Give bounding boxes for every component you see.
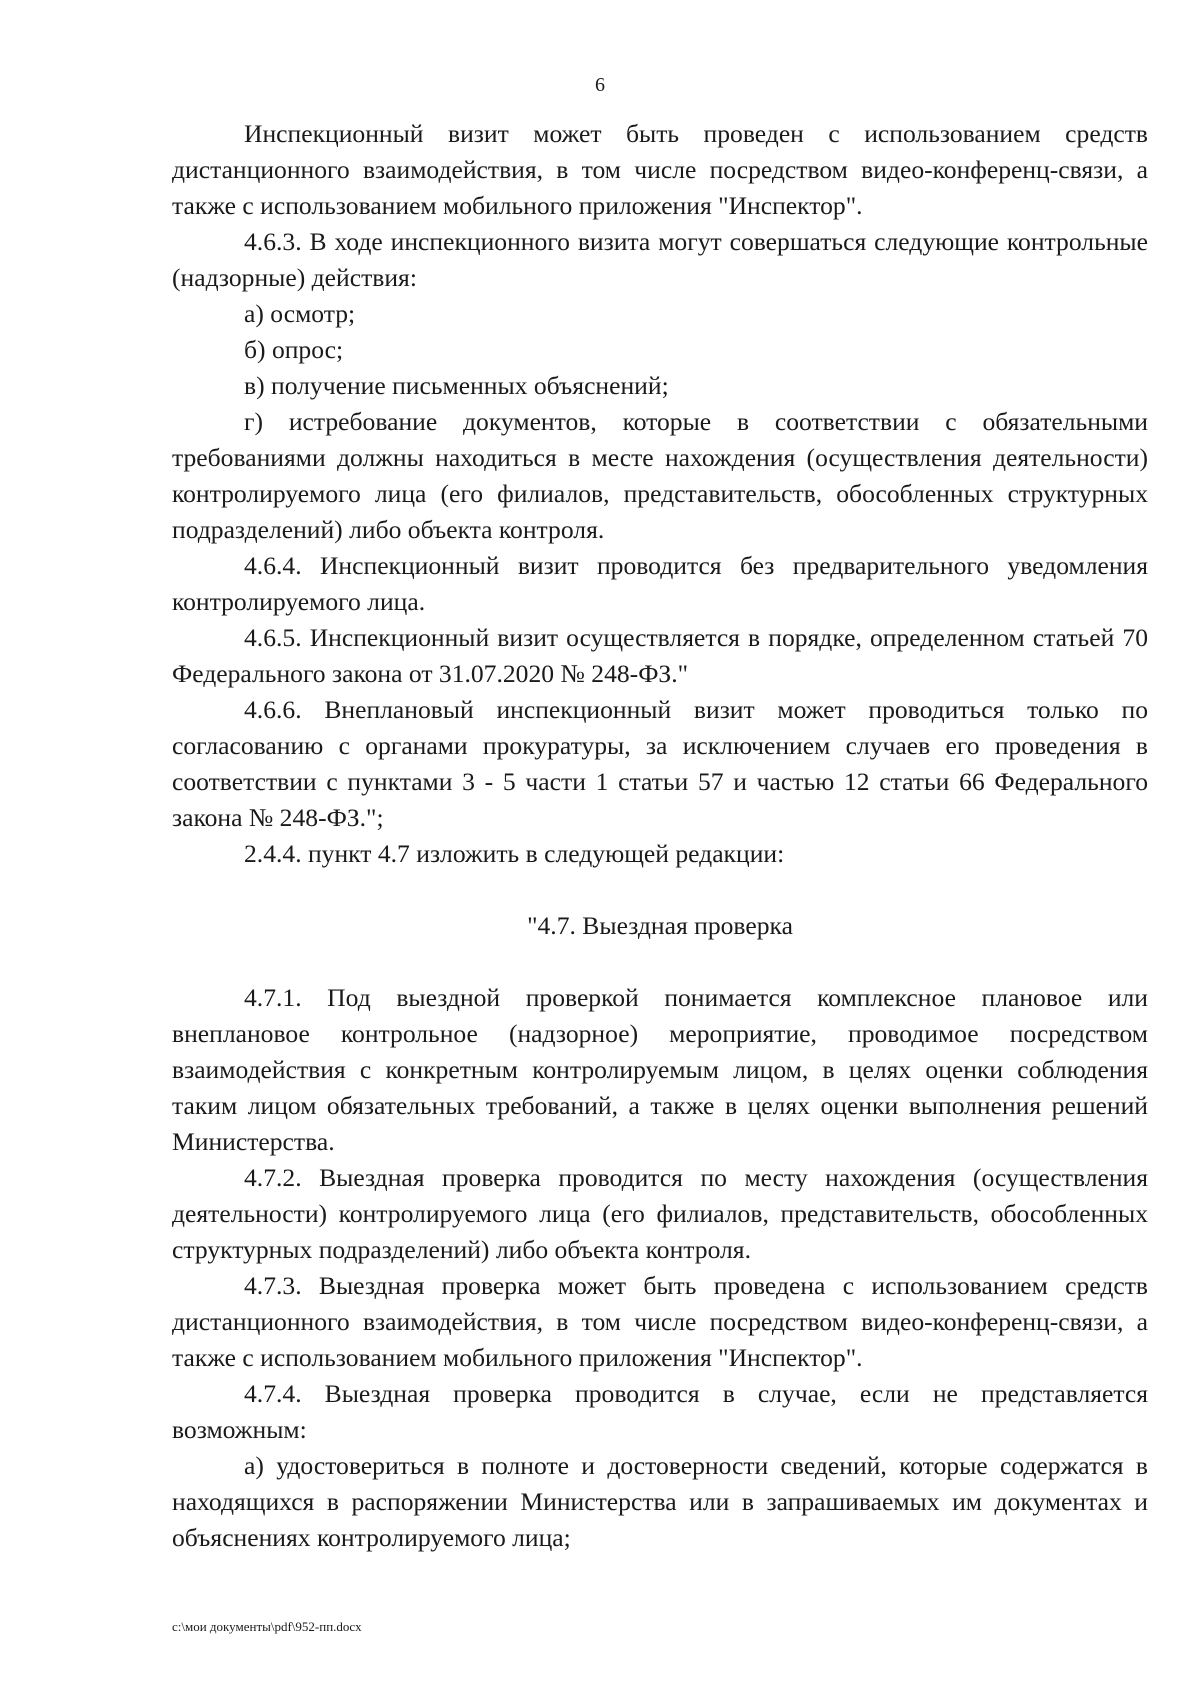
paragraph-inspection-remote: Инспекционный визит может быть проведен с использованием средств дистанционного взаимодействия, в том числе посредством видео-конференц-связи, а также с использованием мобильного приложения "Инспектор". bbox=[172, 119, 1148, 220]
paragraph-4-7-4: 4.7.4. Выездная проверка проводится в случае, если не представляется возможным: bbox=[172, 1379, 1148, 1444]
paragraph-4-6-3: 4.6.3. В ходе инспекционного визита могут совершаться следующие контрольные (надзорные) действия: bbox=[172, 227, 1148, 292]
paragraph-4-6-4: 4.6.4. Инспекционный визит проводится без предварительного уведомления контролируемого лица. bbox=[172, 551, 1148, 616]
list-item-a-inspection: а) осмотр; bbox=[244, 299, 356, 328]
list-item-a-verify: а) удостовериться в полноте и достоверности сведений, которые содержатся в находящихся в распоряжении Министерства или в запрашиваемых им документах и объяснениях контролируемого лица; bbox=[172, 1451, 1148, 1552]
paragraph-2-4-4: 2.4.4. пункт 4.7 изложить в следующей редакции: bbox=[244, 839, 785, 868]
section-heading-4-7: "4.7. Выездная проверка bbox=[527, 911, 793, 940]
list-item-g-documents: г) истребование документов, которые в соответствии с обязательными требованиями должны находиться в месте нахождения (осуществления деятельности) контролируемого лица (его филиалов, представительств, обособленных структурных подразделений) либо объекта контроля. bbox=[172, 407, 1148, 544]
document-body bbox=[172, 116, 1148, 1556]
paragraph-4-6-5: 4.6.5. Инспекционный визит осуществляется в порядке, определенном статьей 70 Федерального закона от 31.07.2020 № 248-ФЗ." bbox=[172, 623, 1148, 688]
list-item-b-survey: б) опрос; bbox=[244, 335, 344, 364]
list-item-v-explanations: в) получение письменных объяснений; bbox=[244, 371, 669, 400]
paragraph-4-6-6: 4.6.6. Внеплановый инспекционный визит может проводиться только по согласованию с органами прокуратуры, за исключением случаев его проведения в соответствии с пунктами 3 - 5 части 1 статьи 57 и частью 12 статьи 66 Федерального закона № 248-ФЗ."; bbox=[172, 695, 1148, 832]
footer-file-path: c:\мои документы\pdf\952-пп.docx bbox=[172, 1619, 362, 1634]
paragraph-4-7-2: 4.7.2. Выездная проверка проводится по месту нахождения (осуществления деятельности) контролируемого лица (его филиалов, представительств, обособленных структурных подразделений) либо объекта контроля. bbox=[172, 1163, 1148, 1264]
page-number: 6 bbox=[595, 74, 605, 96]
paragraph-4-7-3: 4.7.3. Выездная проверка может быть проведена с использованием средств дистанционного взаимодействия, в том числе посредством видео-конференц-связи, а также с использованием мобильного приложения "Инспектор". bbox=[172, 1271, 1148, 1372]
paragraph-4-7-1: 4.7.1. Под выездной проверкой понимается комплексное плановое или внеплановое контрольное (надзорное) мероприятие, проводимое посредством взаимодействия с конкретным контролируемым лицом, в целях оценки соблюдения таким лицом обязательных требований, а также в целях оценки выполнения решений Министерства. bbox=[172, 983, 1148, 1156]
